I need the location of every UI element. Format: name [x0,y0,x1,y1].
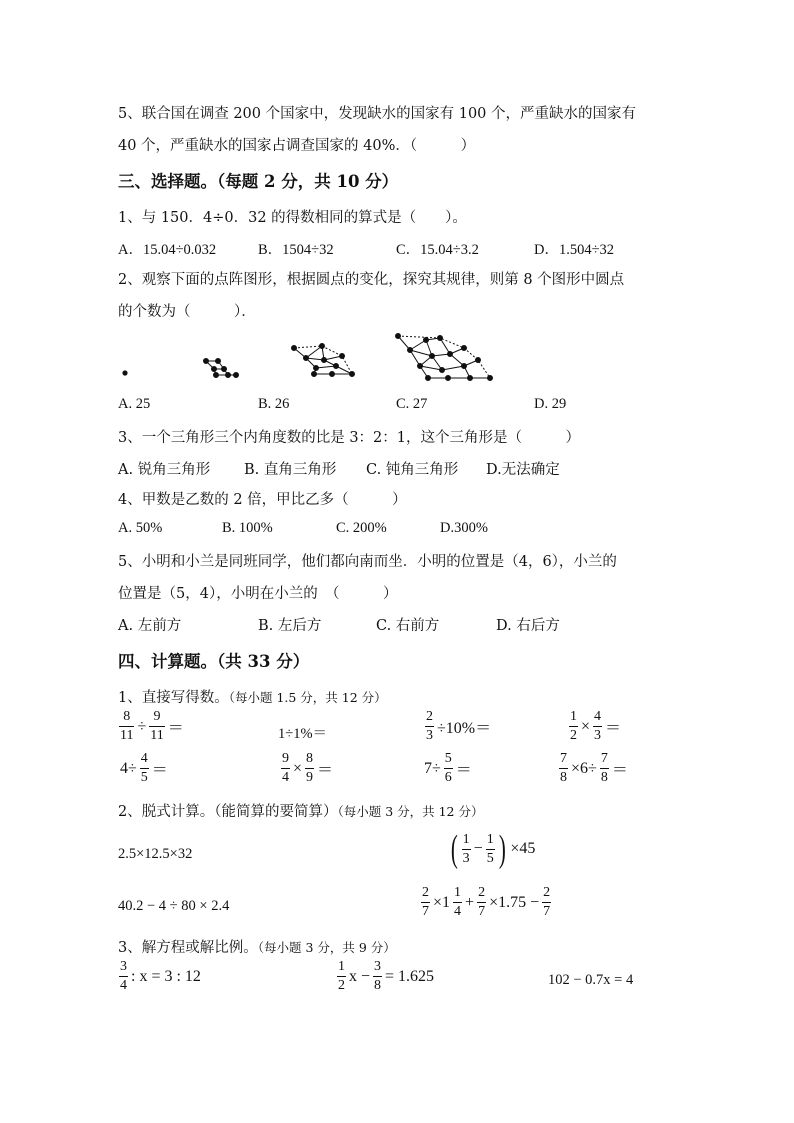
s4-p1-e6: $\frac{9}{4}$ × $\frac{8}{9}$ ＝ [282,751,334,785]
s3-q2-stem-line2: 的个数为（ ）． [118,304,256,320]
dot-pattern-figures [110,326,510,386]
section4-title: 四、计算题。（共 33 分） [118,652,310,671]
s3-q1-stem: 1、与 150．4÷0．32 的得数相同的算式是（ ）。 [118,210,467,226]
s3-q2-stem-line1: 2、观察下面的点阵图形，根据圆点的变化，探究其规律，则第 8 个图形中圆点 [118,272,625,288]
s3-q5-stem-line1: 5、小明和小兰是同班同学，他们都向南而坐．小明的位置是（4，6），小兰的 [118,554,617,570]
dot-pattern-figure-1 [122,370,127,375]
s3-q5-option-a: A. 左前方 [118,618,182,634]
s3-q5-option-b: B. 左后方 [258,618,322,634]
s3-q3-option-c: C. 钝角三角形 [366,462,459,478]
s4-p1-e1: $\frac{8}{11}$ ÷ $\frac{9}{11}$ ＝ [120,709,184,743]
s4-p3-stem: 3、解方程或解比例。 [118,940,258,956]
s4-p2-stem: 2、脱式计算。（能简算的要简算） [118,804,338,820]
section3-title: 三、选择题。（每题 2 分，共 10 分） [118,172,399,191]
s4-p1-heading [118,686,387,707]
s3-q5-option-d: D. 右后方 [496,618,560,634]
s3-q2-option-c: C. 27 [396,396,428,412]
s4-p2-e1: 2.5×12.5×32 [118,846,193,862]
s4-p1-e5: 4÷ $\frac{4}{5}$ ＝ [120,751,168,785]
s3-q5-stem-line2: 位置是（5，4），小明在小兰的 （ ） [118,586,398,602]
s3-q3-option-a: A. 锐角三角形 [118,462,211,478]
s4-p3-heading [118,936,396,957]
s3-q1-option-b: B．1504÷32 [258,242,334,258]
judge-q5-line1: 5、联合国在调查 200 个国家中，发现缺水的国家有 100 个，严重缺水的国家有 [118,106,637,122]
s4-p1-note: （每小题 1.5 分，共 12 分） [228,690,387,705]
s4-p1-e8: $\frac{7}{8}$ ×6÷ $\frac{7}{8}$ ＝ [560,751,628,785]
judge-q5-line2: 40 个，严重缺水的国家占调查国家的 40%．（ ） [118,138,476,154]
dot-pattern-figure-3 [292,344,355,377]
s4-p3-e2: $\frac{1}{2}$ x − $\frac{3}{8}$ = 1.625 [338,959,435,993]
s3-q2-option-a: A. 25 [118,396,151,412]
s4-p2-e4: $\frac{2}{7}$ ×1 $\frac{1}{4}$ + $\frac{2}{7}$ ×1.75 − $\frac{2}{7}$ [422,885,551,919]
dot-pattern-figure-2 [204,359,239,378]
dot-pattern-figure-4 [396,334,493,381]
s4-p1-e3: $\frac{2}{3}$ ÷10%＝ [426,709,492,743]
s4-p3-e1: $\frac{3}{4}$ : x = 3 : 12 [120,959,201,993]
s4-p1-e4: $\frac{1}{2}$ × $\frac{4}{3}$ ＝ [570,709,622,743]
s3-q4-option-c: C. 200% [336,520,387,536]
s3-q3-option-d: D.无法确定 [486,462,560,478]
s3-q4-option-b: B. 100% [222,520,273,536]
s3-q2-option-b: B. 26 [258,396,290,412]
s4-p2-e2: ( $\frac{1}{3}$ − $\frac{1}{5}$ ) ×45 [450,828,536,870]
s4-p1-e7: 7÷ $\frac{5}{6}$ ＝ [424,751,472,785]
s3-q3-stem: 3、一个三角形三个内角度数的比是 3：2：1，这个三角形是（ ） [118,430,581,446]
s4-p2-heading [118,800,484,821]
s3-q4-stem: 4、甲数是乙数的 2 倍，甲比乙多（ ） [118,492,407,508]
s3-q5-option-c: C. 右前方 [376,618,440,634]
s3-q1-option-d: D．1.504÷32 [534,242,615,258]
s4-p3-e3: 102 − 0.7x = 4 [548,972,634,988]
s4-p2-e3: 40.2 − 4 ÷ 80 × 2.4 [118,898,230,914]
s3-q3-option-b: B. 直角三角形 [244,462,337,478]
s3-q1-option-a: A．15.04÷0.032 [118,242,217,258]
s3-q2-option-d: D. 29 [534,396,567,412]
s4-p1-e2: 1÷1%＝ [278,726,328,742]
s4-p2-note: （每小题 3 分，共 12 分） [337,804,484,819]
s3-q4-option-d: D.300% [440,520,488,536]
s3-q4-option-a: A. 50% [118,520,163,536]
s3-q1-option-c: C．15.04÷3.2 [396,242,479,258]
s4-p1-stem: 1、直接写得数。 [118,690,229,706]
s4-p3-note: （每小题 3 分，共 9 分） [257,940,396,955]
